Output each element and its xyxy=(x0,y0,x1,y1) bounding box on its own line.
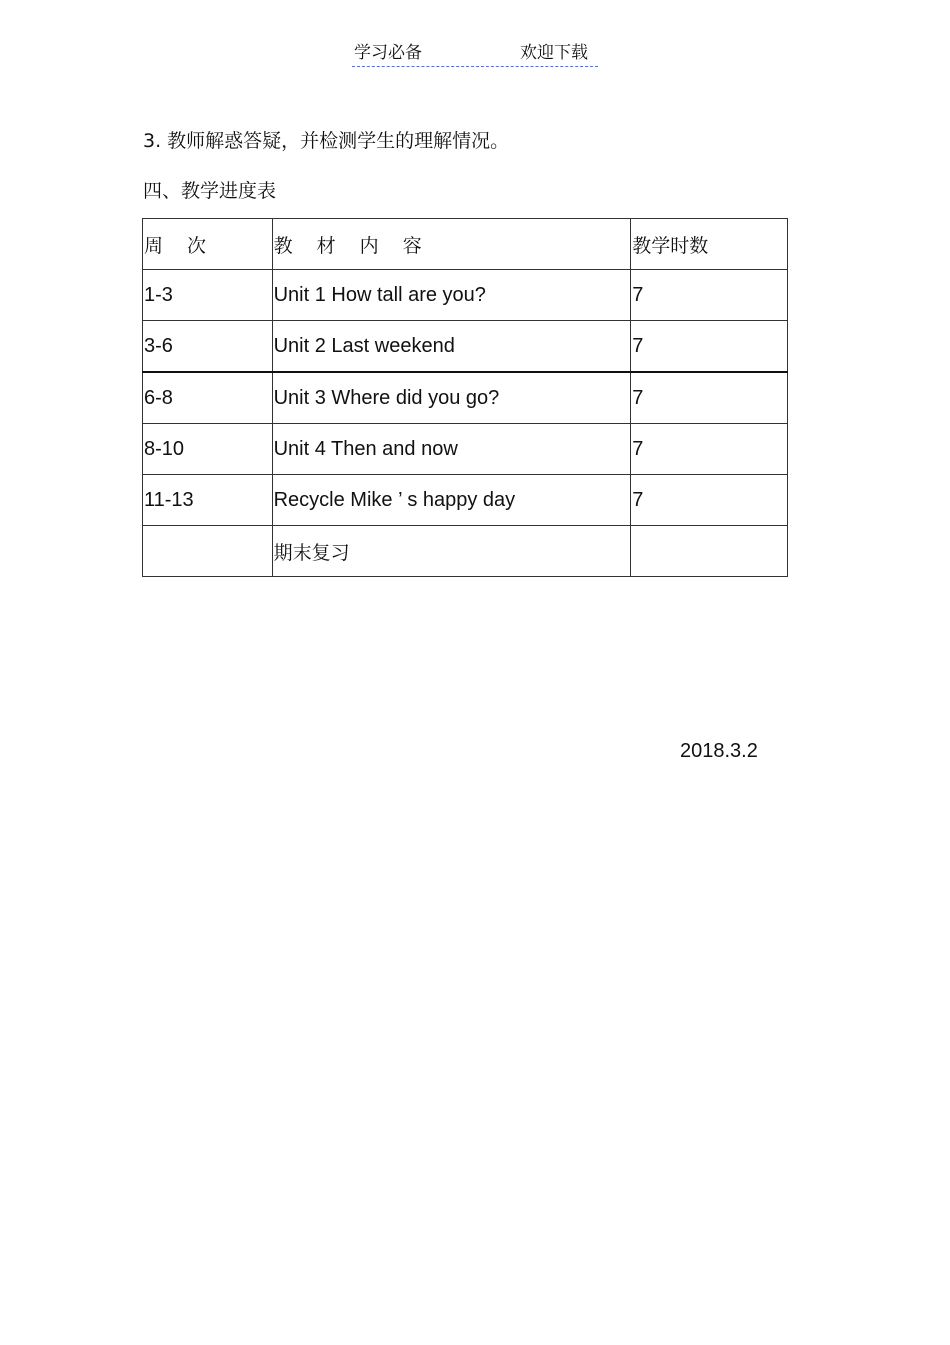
document-date: 2018.3.2 xyxy=(680,740,758,762)
cell-hours: 7 xyxy=(631,475,788,526)
cell-content: Unit 2 Last weekend xyxy=(272,321,631,373)
table-header-row xyxy=(143,219,788,270)
paragraph-item-3: 3. 教师解惑答疑，并检测学生的理解情况。 xyxy=(143,130,510,152)
cell-content: Unit 3 Where did you go? xyxy=(272,372,631,424)
header-left-text: 学习必备 xyxy=(354,43,422,63)
cell-hours: 7 xyxy=(631,270,788,321)
teaching-schedule-table xyxy=(142,218,788,577)
cell-hours: 7 xyxy=(631,372,788,424)
cell-hours xyxy=(631,526,788,577)
cell-content: 期末复习 xyxy=(272,526,631,577)
cell-week: 11-13 xyxy=(143,475,273,526)
cell-week: 1-3 xyxy=(143,270,273,321)
table-row xyxy=(143,372,788,424)
header-cell-hours: 教学时数 xyxy=(631,219,788,270)
cell-week: 3-6 xyxy=(143,321,273,373)
cell-week: 6-8 xyxy=(143,372,273,424)
cell-hours: 7 xyxy=(631,424,788,475)
header-cell-content: 教 材 内 容 xyxy=(272,219,631,270)
table-row xyxy=(143,424,788,475)
cell-content: Unit 1 How tall are you? xyxy=(272,270,631,321)
section-title: 四、教学进度表 xyxy=(143,180,277,202)
table-row xyxy=(143,270,788,321)
page-header xyxy=(352,42,598,67)
cell-content: Recycle Mike ’ s happy day xyxy=(272,475,631,526)
table-row xyxy=(143,526,788,577)
cell-hours: 7 xyxy=(631,321,788,373)
cell-week xyxy=(143,526,273,577)
table-row xyxy=(143,321,788,373)
cell-content: Unit 4 Then and now xyxy=(272,424,631,475)
header-right-text: 欢迎下载 xyxy=(520,43,588,63)
header-cell-week: 周 次 xyxy=(143,219,273,270)
cell-week: 8-10 xyxy=(143,424,273,475)
table-row xyxy=(143,475,788,526)
